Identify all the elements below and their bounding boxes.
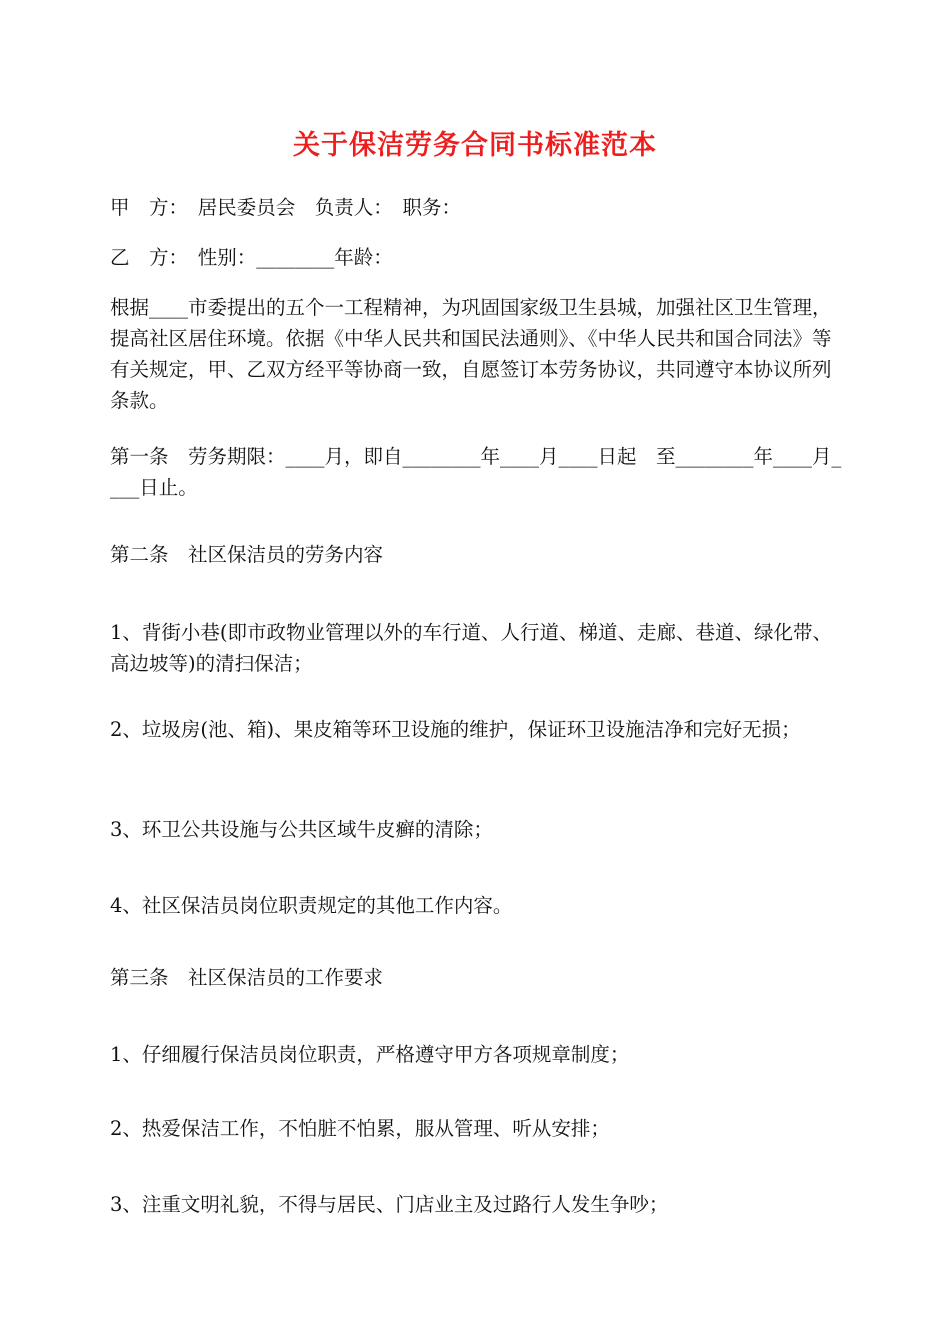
article-2-item-3: 3、环卫公共设施与公共区域牛皮癣的清除；: [110, 818, 493, 841]
article-2-item-1: 1、背街小巷(即市政物业管理以外的车行道、人行道、梯道、走廊、巷道、绿化带、高边坡等)的清扫保洁；: [110, 621, 833, 675]
party-b-line: 乙 方： 性别：________年龄：: [110, 246, 393, 269]
article-3-heading: 第三条 社区保洁员的工作要求: [110, 966, 384, 989]
article-3-item-2: 2、热爱保洁工作，不怕脏不怕累，服从管理、听从安排；: [110, 1117, 610, 1140]
article-3-item-1: 1、仔细履行保洁员岗位职责，严格遵守甲方各项规章制度；: [110, 1043, 630, 1066]
document-title: 关于保洁劳务合同书标准范本: [293, 130, 657, 161]
party-a-line: 甲 方： 居民委员会 负责人： 职务：: [110, 196, 462, 219]
article-2-item-4: 4、社区保洁员岗位职责规定的其他工作内容。: [110, 894, 513, 917]
article-3-item-3: 3、注重文明礼貌，不得与居民、门店业主及过路行人发生争吵；: [110, 1193, 669, 1216]
article-2-heading: 第二条 社区保洁员的劳务内容: [110, 543, 384, 566]
article-2-item-2: 2、垃圾房(池、箱)、果皮箱等环卫设施的维护，保证环卫设施洁净和完好无损；: [110, 718, 801, 741]
article-1-term: 第一条 劳务期限：____月，即自________年____月____日起 至________年____月____日止。: [110, 445, 842, 499]
preamble-paragraph: 根据____市委提出的五个一工程精神，为巩固国家级卫生县城，加强社区卫生管理，提高社区居住环境。依据《中华人民共和国民法通则》、《中华人民共和国合同法》等有关规定，甲、乙双方经平等协商一致，自愿签订本劳务协议，共同遵守本协议所列条款。: [110, 296, 832, 412]
